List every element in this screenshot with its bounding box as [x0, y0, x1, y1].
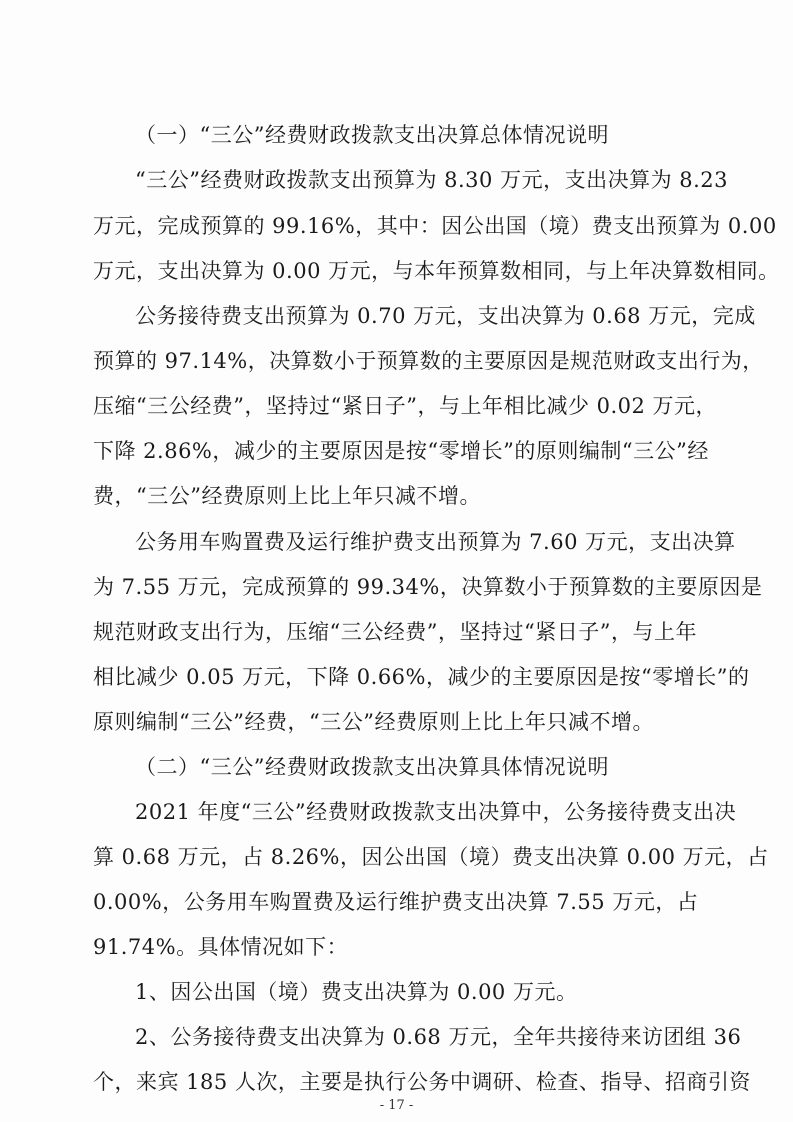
p3-line3: 规范财政支出行为，压缩“三公经费”，坚持过“紧日子”，与上年	[93, 620, 697, 644]
section1-heading: （一）“三公”经费财政拨款支出决算总体情况说明	[135, 123, 609, 147]
item2-line2: 个，来宾 185 人次，主要是执行公务中调研、检查、指导、招商引资	[93, 1070, 751, 1094]
p4-line2: 算 0.68 万元，占 8.26%，因公出国（境）费支出决算 0.00 万元，占	[93, 845, 769, 869]
p1-line1: “三公”经费财政拨款支出预算为 8.30 万元，支出决算为 8.23	[135, 168, 729, 192]
p1-line3: 万元，支出决算为 0.00 万元，与本年预算数相同，与上年决算数相同。	[93, 259, 780, 283]
page-number: - 17 -	[379, 1098, 414, 1113]
p1-line2: 万元，完成预算的 99.16%，其中：因公出国（境）费支出预算为 0.00	[93, 214, 777, 238]
p2-line4: 下降 2.86%，减少的主要原因是按“零增长”的原则编制“三公”经	[93, 439, 709, 463]
p2-line1: 公务接待费支出预算为 0.70 万元，支出决算为 0.68 万元，完成	[135, 304, 756, 328]
p3-line2: 为 7.55 万元，完成预算的 99.34%，决算数小于预算数的主要原因是	[93, 575, 763, 599]
p3-line4: 相比减少 0.05 万元，下降 0.66%，减少的主要原因是按“零增长”的	[93, 665, 750, 689]
p2-line3: 压缩“三公经费”，坚持过“紧日子”，与上年相比减少 0.02 万元，	[93, 394, 718, 418]
p4-line3: 0.00%，公务用车购置费及运行维护费支出决算 7.55 万元，占	[93, 890, 699, 914]
item2-line1: 2、公务接待费支出决算为 0.68 万元，全年共接待来访团组 36	[135, 1025, 742, 1049]
p3-line5: 原则编制“三公”经费，“三公”经费原则上比上年只减不增。	[93, 710, 654, 734]
p3-line1: 公务用车购置费及运行维护费支出预算为 7.60 万元，支出决算	[135, 530, 736, 554]
item1: 1、因公出国（境）费支出决算为 0.00 万元。	[135, 980, 578, 1004]
p2-line2: 预算的 97.14%，决算数小于预算数的主要原因是规范财政支出行为，	[93, 349, 764, 373]
section2-heading: （二）“三公”经费财政拨款支出决算具体情况说明	[135, 755, 609, 779]
p2-line5: 费，“三公”经费原则上比上年只减不增。	[93, 484, 481, 508]
p4-line4: 91.74%。具体情况如下：	[93, 935, 349, 959]
p4-line1: 2021 年度“三公”经费财政拨款支出决算中，公务接待费支出决	[135, 800, 737, 824]
